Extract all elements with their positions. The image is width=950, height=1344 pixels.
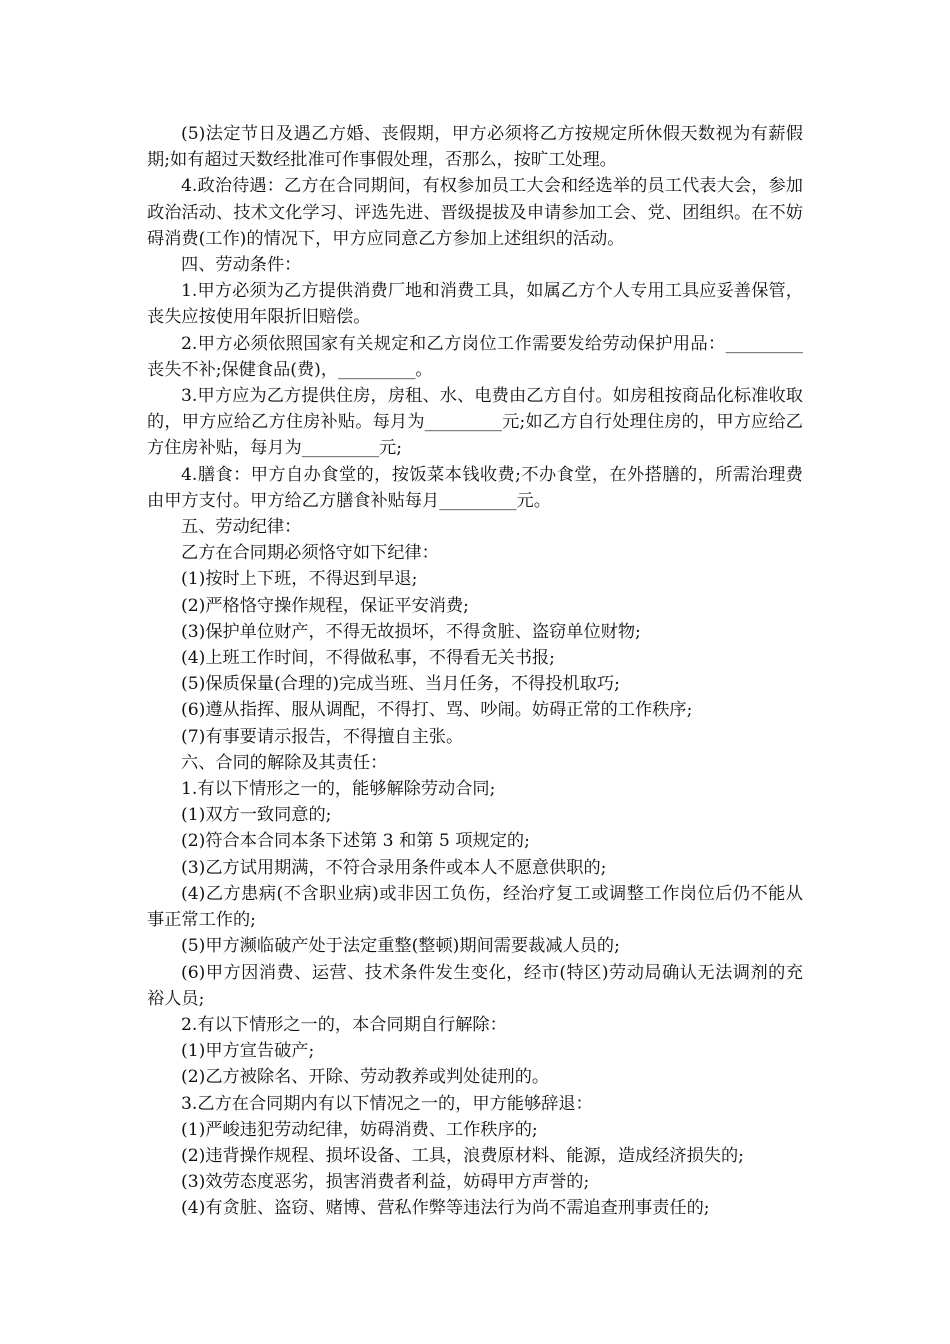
list-item: (4)上班工作时间，不得做私事，不得看无关书报; bbox=[181, 648, 555, 669]
list-item: (3)乙方试用期满，不符合录用条件或本人不愿意供职的; bbox=[181, 857, 607, 878]
list-item: (1)按时上下班，不得迟到早退; bbox=[181, 569, 418, 590]
list-item: (2)严格恪守操作规程，保证平安消费; bbox=[181, 595, 469, 616]
paragraph: 4.膳食：甲方自办食堂的，按饭菜本钱收费;不办食堂，在外搭膳的，所需治理费由甲方支付。甲方给乙方膳食补贴每月_________元。 bbox=[147, 464, 803, 511]
paragraph: 3.甲方应为乙方提供住房，房租、水、电费由乙方自付。如房租按商品化标准收取的，甲方应给乙方住房补贴。每月为_________元;如乙方自行处理住房的，甲方应给乙方住房补贴，每月为_________元; bbox=[147, 386, 803, 459]
paragraph: 2.有以下情形之一的，本合同期自行解除： bbox=[181, 1014, 507, 1035]
document-body bbox=[147, 121, 803, 1222]
section-heading: 六、合同的解除及其责任： bbox=[181, 752, 388, 773]
list-item: (2)违背操作规程、损坏设备、工具，浪费原材料、能源，造成经济损失的; bbox=[181, 1145, 744, 1166]
paragraph: 1.有以下情形之一的，能够解除劳动合同; bbox=[181, 779, 496, 800]
paragraph: (5)法定节日及遇乙方婚、丧假期，甲方必须将乙方按规定所休假天数视为有薪假期;如有超过天数经批准可作事假处理，否那么，按旷工处理。 bbox=[147, 124, 803, 171]
list-item: (7)有事要请示报告，不得擅自主张。 bbox=[181, 726, 464, 747]
list-item: (4)有贪脏、盗窃、赌博、营私作弊等违法行为尚不需追查刑事责任的; bbox=[181, 1198, 710, 1219]
paragraph: 4.政治待遇：乙方在合同期间，有权参加员工大会和经选举的员工代表大会，参加政治活动、技术文化学习、评选先进、晋级提拔及申请参加工会、党、团组织。在不妨碍消费(工作)的情况下，甲方应同意乙方参加上述组织的活动。 bbox=[147, 176, 803, 249]
list-item: (5)甲方濒临破产处于法定重整(整顿)期间需要裁减人员的; bbox=[181, 936, 620, 957]
list-item: (6)遵从指挥、服从调配，不得打、骂、吵闹。妨碍正常的工作秩序; bbox=[181, 700, 693, 721]
list-item: (1)双方一致同意的; bbox=[181, 805, 332, 826]
paragraph: 1.甲方必须为乙方提供消费厂地和消费工具，如属乙方个人专用工具应妥善保管，丧失应按使用年限折旧赔偿。 bbox=[147, 281, 803, 328]
section-heading: 五、劳动纪律： bbox=[181, 517, 302, 538]
list-item: (6)甲方因消费、运营、技术条件发生变化，经市(特区)劳动局确认无法调剂的充裕人员; bbox=[147, 962, 803, 1009]
list-item: (2)符合本合同本条下述第 3 和第 5 项规定的; bbox=[181, 831, 530, 852]
paragraph: 2.甲方必须依照国家有关规定和乙方岗位工作需要发给劳动保护用品：_________丧失不补;保健食品(费)，_________。 bbox=[147, 333, 803, 380]
list-item: (2)乙方被除名、开除、劳动教养或判处徒刑的。 bbox=[181, 1067, 550, 1088]
list-item: (3)保护单位财产，不得无故损坏，不得贪脏、盗窃单位财物; bbox=[181, 621, 641, 642]
list-item: (3)效劳态度恶劣，损害消费者利益，妨碍甲方声誉的; bbox=[181, 1172, 590, 1193]
paragraph: 3.乙方在合同期内有以下情况之一的，甲方能够辞退： bbox=[181, 1093, 593, 1114]
list-item: (1)甲方宣告破产; bbox=[181, 1041, 315, 1062]
list-item: (1)严峻违犯劳动纪律，妨碍消费、工作秩序的; bbox=[181, 1119, 538, 1140]
list-item: (5)保质保量(合理的)完成当班、当月任务，不得投机取巧; bbox=[181, 674, 620, 695]
paragraph: 乙方在合同期必须恪守如下纪律： bbox=[181, 543, 439, 564]
list-item: (4)乙方患病(不含职业病)或非因工负伤，经治疗复工或调整工作岗位后仍不能从事正常工作的; bbox=[147, 883, 803, 931]
section-heading: 四、劳动条件： bbox=[181, 255, 302, 276]
